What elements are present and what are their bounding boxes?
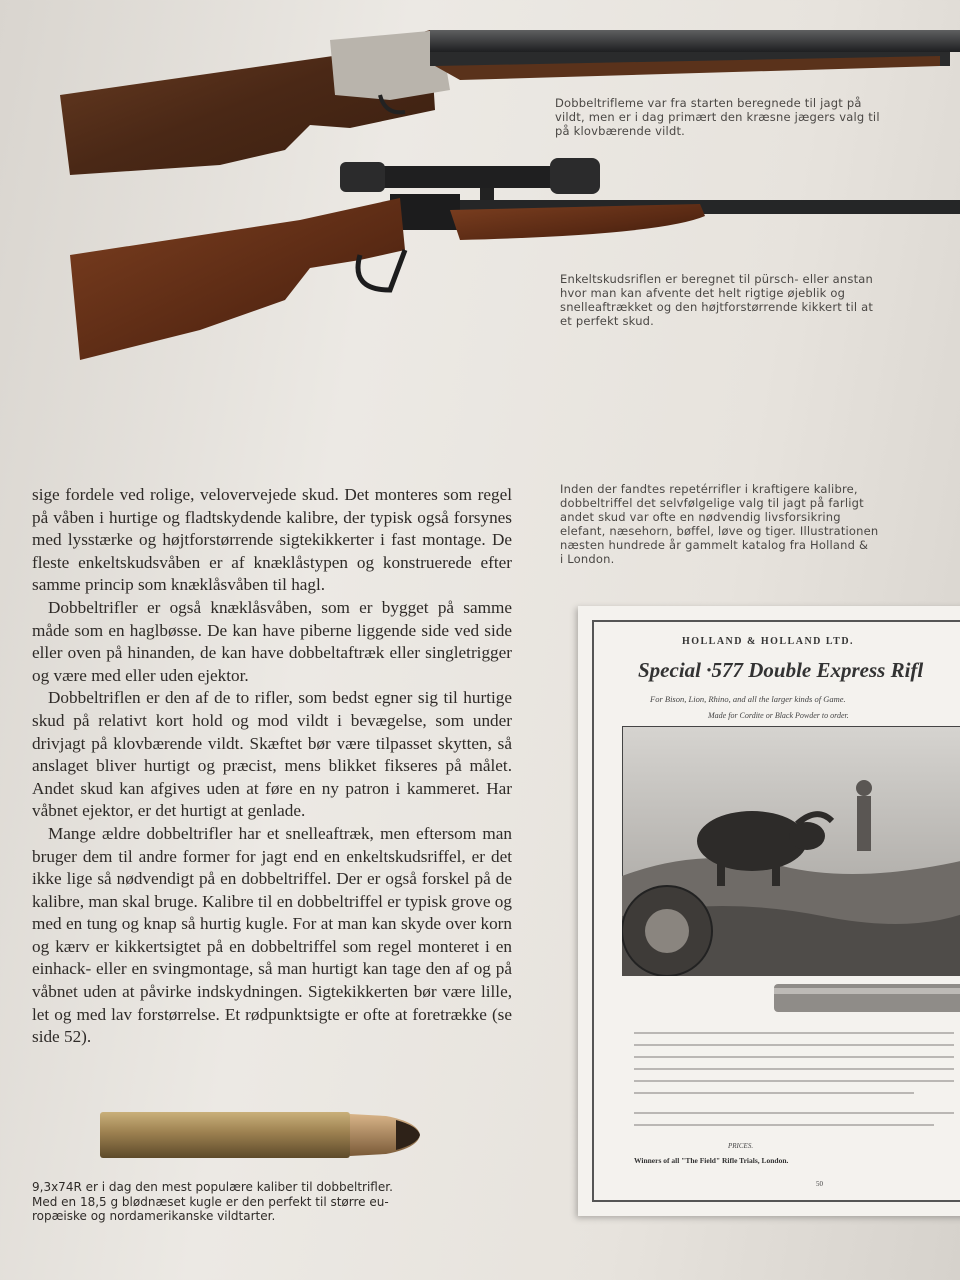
catalogue-text-line <box>634 1032 954 1034</box>
caption-line: andet skud var ofte en nødvendig livsforsikring <box>560 510 841 524</box>
caption-line: 9,3x74R er i dag den mest populære kaliber til dobbeltrifler. <box>32 1180 393 1194</box>
caption-line: i London. <box>560 552 615 566</box>
catalogue-text-line <box>634 1080 954 1082</box>
caption-line: på klovbærende vildt. <box>555 124 686 138</box>
catalogue-winners: Winners of all "The Field" Rifle Trials, London. <box>634 1156 789 1165</box>
caption-line: elefant, næsehorn, bøffel, løve og tiger. Illustrationen <box>560 524 879 538</box>
cartridge-photo <box>96 1100 426 1170</box>
catalogue-text-line <box>634 1068 954 1070</box>
hunting-scene-illustration <box>622 726 960 976</box>
catalogue-cartridge <box>774 978 960 1018</box>
caption-line: Enkeltskudsriflen er beregnet til pürsch- eller anstan <box>560 272 874 286</box>
caption-line: Inden der fandtes repetérrifler i kraftigere kalibre, <box>560 482 858 496</box>
caption-line: Med en 18,5 g blødnæset kugle er den perfekt til større eu- <box>32 1194 389 1209</box>
catalogue-caption <box>560 482 960 566</box>
body-text <box>32 484 512 1049</box>
caption-line: et perfekt skud. <box>560 314 655 328</box>
catalogue-title: Special ·577 Double Express Rifl <box>638 658 924 682</box>
single-shot-rifle-photo <box>60 150 960 370</box>
body-paragraph: Mange ældre dobbeltrifler har et snelleaftræk, men eftersom man bruger dem til andre former for jagt end en enkeltskudsriffel, er det ikke lige så nødvendigt på en dobbeltriffel. Der er også forskel på de kalibre, man skal bruge. Kalibre til en dobbeltriffel er typisk grove og med en tung og knap så hurtig kugle. For at man kan skyde over korn og kærv er kikkertsigtet på en dobbeltriffel som regel monteret i en einhack- eller en svingmontage, så man hurtigt kan tage den af og på våbnet uden at påvirke indskydningen. Sigtekikkerten bør være lille, let og med lav forstørrelse. Et rødpunktsigte er ofte at foretrække (se side 52). <box>32 823 512 1047</box>
caption-line: næsten hundrede år gammelt katalog fra Holland & <box>560 538 869 552</box>
body-paragraph: Dobbeltrifler er også knæklåsvåben, som er bygget på samme måde som en haglbøsse. De kan have piberne liggende side ved side eller oven på hinanden, de kan have dobbeltaftræk eller singletrigger og være med eller uden ejektor. <box>32 597 512 685</box>
caption-line: dobbeltriffel det selvfølgelige valg til jagt på farligt <box>560 496 864 510</box>
catalogue-page-number: 50 <box>816 1180 823 1188</box>
cartridge-caption <box>32 1180 393 1224</box>
catalogue-text-line <box>634 1092 914 1094</box>
catalogue-subtitle: For Bison, Lion, Rhino, and all the larger kinds of Game. <box>650 694 846 704</box>
catalogue-text-line <box>634 1056 954 1058</box>
single-shot-rifle-caption <box>560 272 960 328</box>
catalogue-text-line <box>634 1112 954 1114</box>
catalogue-prices: PRICES. <box>728 1142 754 1150</box>
caption-line: hvor man kan afvente det helt rigtige øjeblik og <box>560 286 846 300</box>
caption-line: ropæiske og nordamerikanske vildtarter. <box>32 1209 276 1223</box>
caption-line: snelleaftrækket og den højtforstørrende kikkert til at <box>560 300 874 314</box>
catalogue-page <box>578 606 960 1216</box>
caption-line: Dobbeltrifleme var fra starten beregnede til jagt på <box>555 96 862 110</box>
catalogue-text-line <box>634 1124 934 1126</box>
caption-line: vildt, men er i dag primært den kræsne jægers valg til <box>555 110 880 124</box>
body-paragraph: Dobbeltriflen er den af de to rifler, som bedst egner sig til hurtige skud på relativt kort hold og mod vildt i bevægelse, som under drivjagt på klovbærende vildt. Skæftet bør være tilpasset skytten, så anslaget bliver hurtigt og præcist, mens blikket fikseres på målet. Andet skud kan afgives uden at føre en ny patron i kammeret. Har våbnet ejektor, er det hurtigt at genlade. <box>32 688 512 821</box>
body-paragraph: sige fordele ved rolige, velovervejede skud. Det monteres som regel på våben i hurtige og fladtskydende kalibre, der typisk også forsynes med lysstærke og højtforstørrende sigtekikkerter i fast montage. De fleste enkeltskudsvåben er af knæklåstypen og konstruerede efter samme princip som knæklåsvåben til hagl. <box>32 485 512 595</box>
double-rifle-caption <box>555 96 960 138</box>
catalogue-maker: HOLLAND & HOLLAND LTD. <box>681 636 855 647</box>
catalogue-text-line <box>634 1044 954 1046</box>
catalogue-subtitle: Made for Cordite or Black Powder to order. <box>708 711 849 720</box>
